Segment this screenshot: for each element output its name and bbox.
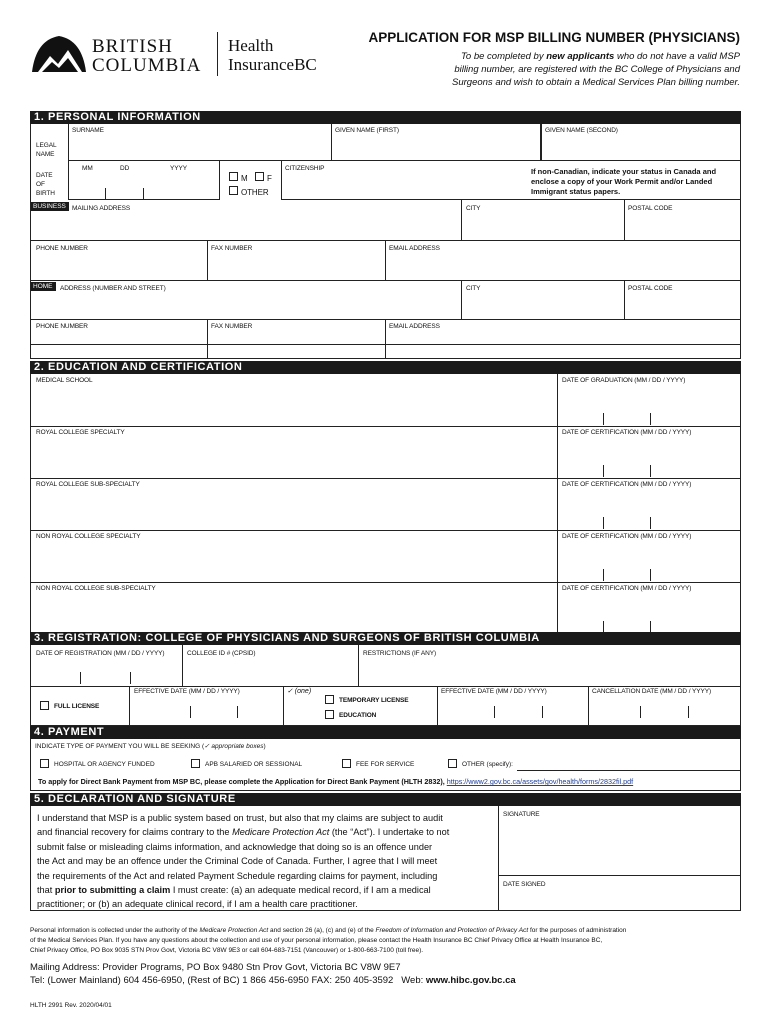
education-date-tick: [650, 569, 651, 581]
education-date-label: DATE OF CERTIFICATION (MM / DD / YYYY): [562, 533, 692, 540]
mailing-address-field[interactable]: [30, 200, 462, 241]
education-date-label: DATE OF CERTIFICATION (MM / DD / YYYY): [562, 585, 692, 592]
registration-date-field[interactable]: [30, 645, 183, 687]
education-date-tick: [603, 569, 604, 581]
contact-line: Tel: (Lower Mainland) 604 456-6950, (Rest of BC) 1 866 456-6950 FAX: 250 405-3592 Web: www.hibc.gov.bc.ca: [30, 975, 516, 986]
section-3-heading: 3. REGISTRATION: COLLEGE OF PHYSICIANS AND SURGEONS OF BRITISH COLUMBIA: [30, 632, 741, 645]
business-postal-label: POSTAL CODE: [628, 205, 673, 212]
education-license-label: EDUCATION: [339, 712, 377, 719]
education-field[interactable]: [30, 374, 558, 427]
given-name-second-field[interactable]: [541, 124, 741, 161]
given-name-field[interactable]: [331, 124, 541, 161]
education-field-label: ROYAL COLLEGE SPECIALTY: [36, 429, 125, 436]
legal-label: LEGAL: [36, 142, 57, 149]
dob-label-1: DATE: [36, 172, 53, 179]
home-tag: HOME: [30, 282, 56, 291]
payment-ffs-label: FEE FOR SERVICE: [356, 761, 415, 768]
dob-mm-label: MM: [82, 165, 93, 172]
full-license-checkbox[interactable]: [40, 701, 49, 710]
mailing-address-label: MAILING ADDRESS: [72, 205, 131, 212]
eff-date-tick: [494, 706, 495, 718]
business-postal-field[interactable]: [624, 200, 741, 241]
section-1-heading: 1. PERSONAL INFORMATION: [30, 111, 741, 124]
choose-one-label: ✓ (one): [287, 688, 312, 695]
mailing-address: Mailing Address: Provider Programs, PO Box 9480 Stn Prov Govt, Victoria BC V8W 9E7: [30, 962, 401, 973]
business-phone-field[interactable]: [30, 240, 208, 281]
sex-f-label: F: [267, 174, 272, 183]
bc-logo: [28, 28, 318, 78]
name-label: NAME: [36, 151, 55, 158]
payment-frame: [30, 739, 741, 791]
business-city-label: CITY: [466, 205, 481, 212]
education-field-label: NON ROYAL COLLEGE SPECIALTY: [36, 533, 141, 540]
privacy-notice: Personal information is collected under the authority of the Medicare Protection Act and section 26 (a), (c) and (e) of the Freedom of Information and Protection of Privacy Act for the purposes of administration of the Medical Services Plan. If you have any questions about the collection and use of your personal information, please contact the Health Insurance BC Chief Privacy Office at Health Insurance BC, Chief Privacy Office, PO Box 9035 STN Prov Govt, Victoria BC V8W 9E3 or call 604-683-7151 (Vancouver) or 1-800-663-7100 (toll free).: [30, 927, 627, 954]
education-date-tick: [650, 517, 651, 529]
education-date-tick: [603, 413, 604, 425]
dob-yyyy-label: YYYY: [170, 165, 187, 172]
sex-m-label: M: [241, 174, 248, 183]
home-email-label: EMAIL ADDRESS: [389, 323, 440, 330]
license-divider: [437, 686, 438, 726]
direct-bank-payment-note: To apply for Direct Bank Payment from MSP BC, please complete the Application for Direct Bank Payment (HLTH 2832), https://www2.gov.bc.ca/assets/gov/health/forms/2832fil.pdf: [38, 777, 634, 786]
home-postal-field[interactable]: [624, 280, 741, 320]
form-intro: To be completed by new applicants who do not have a valid MSP billing number, are registered with the BC College of Physicians and Surgeons and wish to obtain a Medical Services Plan billing number.: [452, 51, 740, 88]
home-postal-label: POSTAL CODE: [628, 285, 673, 292]
ministry-line-2: InsuranceBC: [228, 55, 317, 74]
restrictions-label: RESTRICTIONS (IF ANY): [363, 650, 437, 657]
full-license-label: FULL LICENSE: [54, 703, 100, 710]
cancel-date-tick: [640, 706, 641, 718]
payment-instruction: INDICATE TYPE OF PAYMENT YOU WILL BE SEEKING (✓ appropriate boxes): [35, 743, 266, 750]
signature-label: SIGNATURE: [503, 811, 540, 818]
home-fax-label: FAX NUMBER: [211, 323, 253, 330]
dob-label-2: OF: [36, 181, 45, 188]
logo-divider: [217, 32, 218, 76]
reg-date-tick: [80, 672, 81, 684]
license-divider: [283, 686, 284, 726]
section-5-heading: 5. DECLARATION AND SIGNATURE: [30, 793, 741, 806]
college-id-label: COLLEGE ID # (CPSID): [187, 650, 256, 657]
temporary-license-checkbox[interactable]: [325, 695, 334, 704]
dob-tick: [105, 188, 106, 200]
section-4-heading: 4. PAYMENT: [30, 726, 741, 739]
restrictions-field[interactable]: [358, 645, 741, 687]
form-id: HLTH 2991 Rev. 2020/04/01: [30, 1002, 112, 1009]
business-fax-label: FAX NUMBER: [211, 245, 253, 252]
date-signed-label: DATE SIGNED: [503, 881, 546, 888]
home-phone-field[interactable]: [30, 319, 208, 359]
given-name-second-label: GIVEN NAME (SECOND): [545, 127, 618, 134]
education-field-label: NON ROYAL COLLEGE SUB-SPECIALTY: [36, 585, 156, 592]
education-date-tick: [603, 517, 604, 529]
license-divider: [129, 686, 130, 726]
logo-line-1: BRITISH: [92, 36, 173, 57]
sex-other-checkbox[interactable]: [229, 186, 238, 195]
education-field-label: ROYAL COLLEGE SUB-SPECIALTY: [36, 481, 140, 488]
business-phone-label: PHONE NUMBER: [36, 245, 88, 252]
education-date-tick: [650, 413, 651, 425]
dob-dd-label: DD: [120, 165, 130, 172]
home-phone-label: PHONE NUMBER: [36, 323, 88, 330]
non-canadian-note: If non-Canadian, indicate your status in Canada and enclose a copy of your Work Permit and/or Landed Immigrant status papers.: [531, 167, 717, 196]
direct-bank-payment-link[interactable]: https://www2.gov.bc.ca/assets/gov/health/forms/2832fil.pdf: [446, 777, 634, 786]
education-date-label: DATE OF CERTIFICATION (MM / DD / YYYY): [562, 429, 692, 436]
eff-date-tick: [237, 706, 238, 718]
home-city-label: CITY: [466, 285, 481, 292]
form-title: APPLICATION FOR MSP BILLING NUMBER (PHYSICIANS): [368, 30, 740, 45]
registration-date-label: DATE OF REGISTRATION (MM / DD / YYYY): [36, 650, 165, 657]
home-fax-field[interactable]: [207, 319, 386, 359]
home-email-field[interactable]: [385, 319, 741, 359]
college-id-field[interactable]: [182, 645, 359, 687]
dob-field[interactable]: [68, 160, 220, 200]
dob-label-3: BIRTH: [36, 190, 55, 197]
logo-line-2: COLUMBIA: [92, 55, 202, 76]
education-field-label: MEDICAL SCHOOL: [36, 377, 93, 384]
home-address-label: ADDRESS (NUMBER AND STREET): [60, 285, 166, 292]
education-license-checkbox[interactable]: [325, 710, 334, 719]
education-date-tick: [650, 465, 651, 477]
sex-f-checkbox[interactable]: [255, 172, 264, 181]
eff-date-tick: [190, 706, 191, 718]
full-effective-date-label: EFFECTIVE DATE (MM / DD / YYYY): [134, 688, 240, 695]
ministry-line-1: Health: [228, 36, 274, 55]
business-fax-field[interactable]: [207, 240, 386, 281]
business-email-label: EMAIL ADDRESS: [389, 245, 440, 252]
website-link[interactable]: www.hibc.gov.bc.ca: [425, 975, 516, 986]
reg-date-tick: [130, 672, 131, 684]
surname-label: SURNAME: [72, 127, 104, 134]
declaration-text: I understand that MSP is a public system based on trust, but also that my claims are subject to audit and financial recovery for claims contrary to the Medicare Protection Act (the “Act”). I undertake to not submit false or misleading claims information, and acknowledge that doing so is an offence under the Act and may be an offence under the Criminal Code of Canada. Further, I agree that I will meet the requirements of the Act and related Payment Schedule regarding claims for payment, including that prior to submitting a claim I must create: (a) an adequate medical record, if I am a medical practitioner; or (b) an adequate clinical record, if I am a health care practitioner.: [37, 813, 450, 910]
dob-tick: [143, 188, 144, 200]
sex-m-checkbox[interactable]: [229, 172, 238, 181]
business-email-field[interactable]: [385, 240, 741, 281]
sex-other-label: OTHER: [241, 188, 269, 197]
surname-field[interactable]: [68, 124, 332, 161]
business-city-field[interactable]: [461, 200, 625, 241]
home-address-field[interactable]: [30, 280, 462, 320]
business-tag: BUSINESS: [30, 202, 69, 211]
eff-date-tick: [542, 706, 543, 718]
education-date-label: DATE OF GRADUATION (MM / DD / YYYY): [562, 377, 686, 384]
temp-effective-date-label: EFFECTIVE DATE (MM / DD / YYYY): [441, 688, 547, 695]
temporary-license-label: TEMPORARY LICENSE: [339, 697, 409, 704]
citizenship-label: CITIZENSHIP: [285, 165, 325, 172]
cancel-date-tick: [688, 706, 689, 718]
given-name-label: GIVEN NAME (FIRST): [335, 127, 399, 134]
payment-apb-label: APB SALARIED OR SESSIONAL: [205, 761, 303, 768]
section-2-heading: 2. EDUCATION AND CERTIFICATION: [30, 361, 741, 374]
cancellation-date-label: CANCELLATION DATE (MM / DD / YYYY): [592, 688, 712, 695]
sun-mountain-logo-icon: [28, 30, 90, 76]
education-date-label: DATE OF CERTIFICATION (MM / DD / YYYY): [562, 481, 692, 488]
license-divider: [588, 686, 589, 726]
education-date-tick: [603, 465, 604, 477]
payment-hospital-label: HOSPITAL OR AGENCY FUNDED: [54, 761, 155, 768]
home-city-field[interactable]: [461, 280, 625, 320]
payment-other-label: OTHER (specify):: [462, 761, 513, 768]
